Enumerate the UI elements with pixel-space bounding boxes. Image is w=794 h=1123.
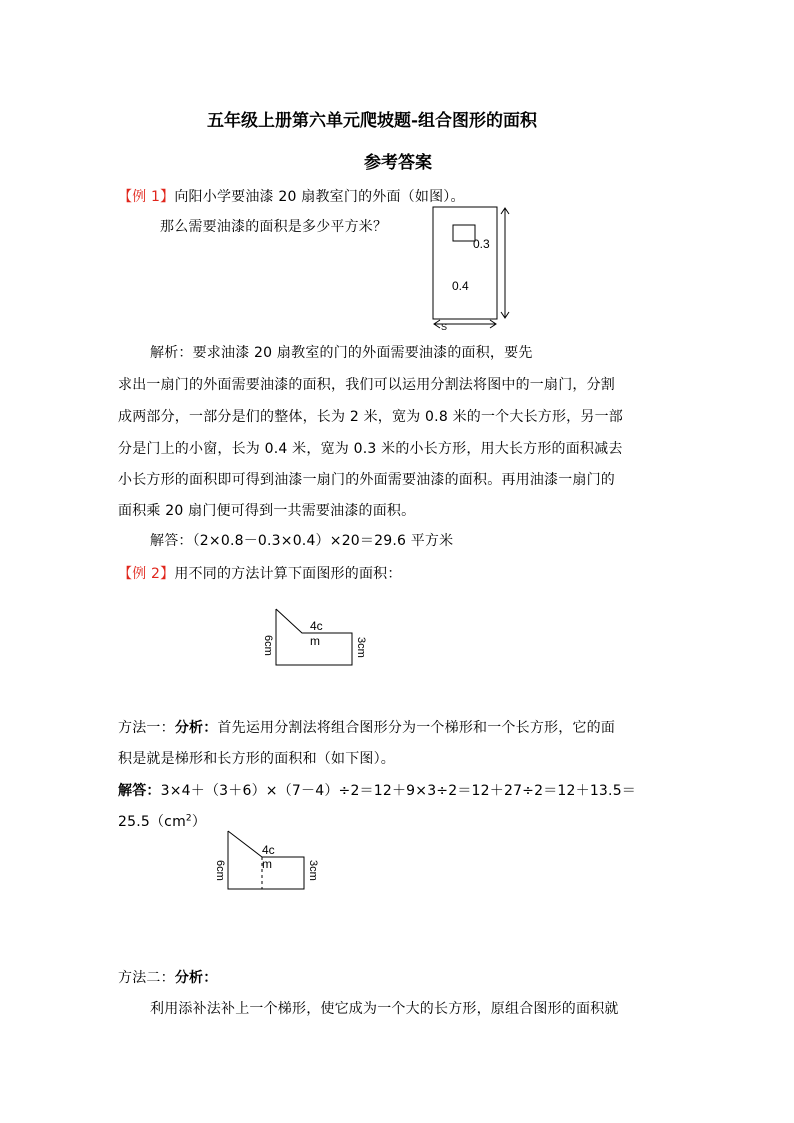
method1-answer-line1	[118, 780, 636, 800]
label-top-m: m	[310, 634, 320, 648]
label-right: 3cm	[355, 637, 367, 658]
method1-line1	[118, 717, 615, 737]
analysis-line-6: 面积乘 20 扇门便可得到一共需要油漆的面积。	[118, 503, 416, 519]
example1-label: 【例 1】	[118, 189, 175, 205]
method1-line2: 积是就是梯形和长方形的面积和（如下图）。	[118, 751, 395, 767]
label-0-3: 0.3	[473, 237, 490, 251]
label-left: 6cm	[262, 635, 274, 656]
label-top-m: m	[262, 857, 272, 871]
method1-analysis-label: 分析：	[174, 720, 218, 736]
composite-figure	[260, 600, 380, 675]
composite-figure-split	[212, 826, 332, 896]
analysis-line-2: 求出一扇门的外面需要油漆的面积，我们可以运用分割法将图中的一扇门，分割	[118, 377, 615, 393]
method1-answer-sup: 2	[185, 813, 192, 824]
method1-answer-label: 解答：	[118, 783, 161, 799]
label-right: 3cm	[307, 860, 319, 881]
method1-answer-value: 25.5（cm	[118, 814, 186, 830]
method1-answer-line2	[118, 811, 206, 831]
label-bottom: S	[441, 322, 448, 330]
example1-question: 向阳小学要油漆 20 扇教室门的外面（如图）。	[174, 189, 465, 205]
example2-question: 用不同的方法计算下面图形的面积：	[174, 566, 402, 582]
label-left: 6cm	[214, 860, 226, 881]
label-0-4: 0.4	[452, 279, 469, 293]
example1-line1	[118, 186, 465, 206]
analysis-line-1: 解析：要求油漆 20 扇教室的门的外面需要油漆的面积，要先	[150, 345, 533, 361]
analysis-line-4: 分是门上的小窗，长为 0.4 米，宽为 0.3 米的小长方形，用大长方形的面积减去	[118, 441, 623, 457]
method2-analysis-text: 利用添补法补上一个梯形，使它成为一个大的长方形，原组合图形的面积就	[150, 1001, 619, 1017]
label-top: 4c	[262, 843, 275, 857]
door-window	[453, 225, 475, 241]
method1-analysis-text: 首先运用分割法将组合图形分为一个梯形和一个长方形，它的面	[217, 720, 616, 736]
page-title: 五年级上册第六单元爬坡题-组合图形的面积	[207, 111, 538, 131]
method1-answer-text: 3×4＋（3＋6）×（7－4）÷2＝12＋9×3÷2＝12＋27÷2＝12＋13.5＝	[160, 783, 637, 799]
method2-prefix: 方法二：	[118, 970, 175, 986]
method1-answer-close: ）	[191, 814, 207, 830]
example1-line2: 那么需要油漆的面积是多少平方米？	[160, 219, 388, 235]
label-top: 4c	[310, 619, 323, 633]
method1-prefix: 方法一：	[118, 720, 175, 736]
example2-label: 【例 2】	[118, 566, 175, 582]
analysis-line-3: 成两部分，一部分是们的整体，长为 2 米，宽为 0.8 米的一个大长方形，另一部	[118, 409, 623, 425]
page-subtitle: 参考答案	[364, 153, 432, 173]
example1-answer: 解答：（2×0.8－0.3×0.4）×20＝29.6 平方米	[150, 533, 454, 549]
door-figure	[425, 200, 520, 330]
analysis-line-5: 小长方形的面积即可得到油漆一扇门的外面需要油漆的面积。再用油漆一扇门的	[118, 472, 615, 488]
method2-line	[118, 967, 217, 987]
door-outline	[433, 207, 497, 319]
example2-line	[118, 563, 402, 583]
method2-analysis-label: 分析：	[174, 970, 218, 986]
